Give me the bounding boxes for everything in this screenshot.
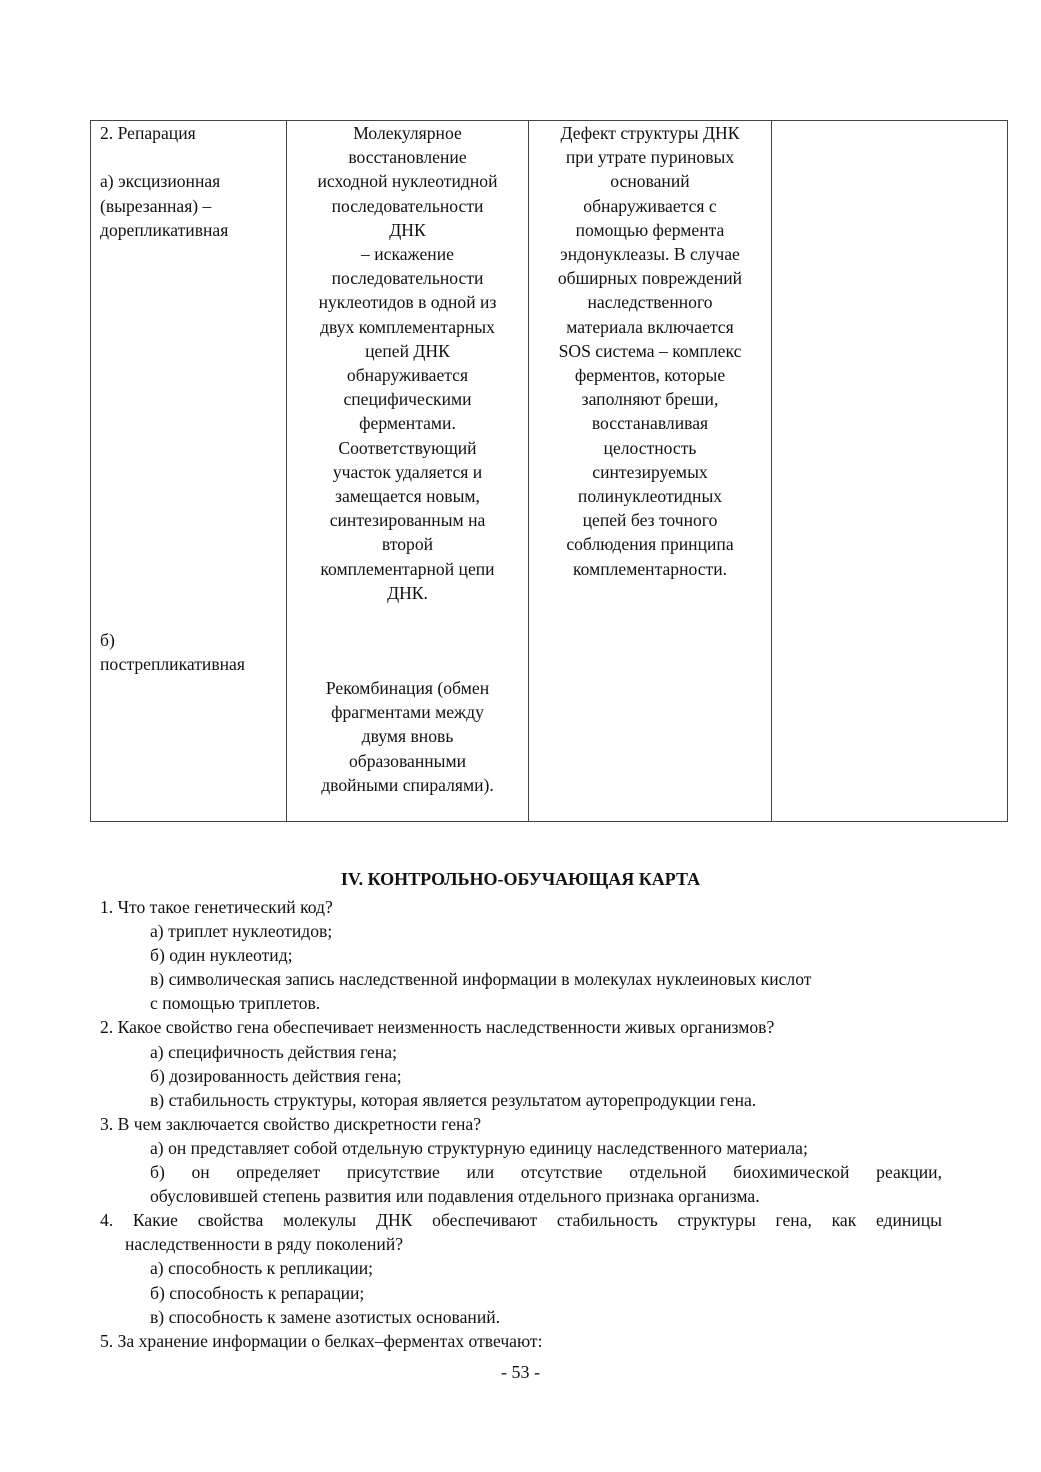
cell-line: ферментами. bbox=[359, 413, 456, 434]
cell-line: двойными спиралями). bbox=[321, 774, 494, 795]
cell-line: наследственного bbox=[587, 292, 713, 313]
cell-line: цепей без точного bbox=[582, 510, 718, 531]
question-4: 4. Какие свойства молекулы ДНК обеспечивают стабильность структуры гена, как единицы bbox=[100, 1210, 942, 1231]
table-cell-type bbox=[91, 121, 287, 822]
table-cell-mechanism bbox=[287, 121, 529, 822]
question-5: 5. За хранение информации о белках–ферментах отвечают: bbox=[100, 1330, 543, 1351]
cell-line: дорепликативная bbox=[100, 219, 229, 240]
cell-line bbox=[100, 145, 286, 169]
cell-line: б) bbox=[100, 630, 115, 650]
answer-option: а) специфичность действия гена; bbox=[150, 1041, 397, 1062]
cell-line: синтезируемых bbox=[592, 461, 708, 482]
page-number: - 53 - bbox=[501, 1362, 540, 1382]
answer-option: б) один нуклеотид; bbox=[150, 945, 293, 966]
cell-line: заполняют бреши, bbox=[581, 389, 719, 410]
cell-line: нуклеотидов в одной из bbox=[318, 292, 497, 313]
cell-line: полинуклеотидных bbox=[577, 486, 723, 507]
cell-line: соблюдения принципа bbox=[566, 534, 734, 555]
answer-option: в) символическая запись наследственной информации в молекулах нуклеиновых кислот bbox=[150, 969, 812, 990]
answer-option-continued: обусловившей степень развития или подавления отдельного признака организма. bbox=[150, 1186, 760, 1207]
cell-line: последовательности bbox=[331, 195, 484, 216]
table-row bbox=[91, 121, 1008, 822]
cell-line: образованными bbox=[348, 750, 467, 771]
cell-line: второй bbox=[381, 534, 434, 555]
cell-line: эндонуклеазы. В случае bbox=[560, 244, 740, 265]
cell-line: обнаруживается с bbox=[583, 195, 717, 216]
table-cell-description bbox=[529, 121, 772, 822]
cell-line: Дефект структуры ДНК bbox=[560, 123, 740, 143]
cell-line: SOS система – комплекс bbox=[558, 340, 742, 361]
cell-line: комплементарной цепи bbox=[320, 558, 495, 579]
repair-type-b bbox=[91, 628, 286, 676]
answer-option: а) он представляет собой отдельную структурную единицу наследственного материала; bbox=[150, 1137, 808, 1158]
repair-table bbox=[90, 120, 1008, 822]
cell-line: ДНК. bbox=[387, 582, 428, 603]
cell-line: комплементарности. bbox=[572, 558, 728, 579]
answer-option: а) способность к репликации; bbox=[150, 1258, 374, 1279]
answer-option: в) способность к замене азотистых оснований. bbox=[150, 1306, 501, 1327]
cell-line: (вырезанная) – bbox=[100, 195, 212, 216]
question-3: 3. В чем заключается свойство дискретности гена? bbox=[100, 1113, 482, 1134]
answer-option-continued: с помощью триплетов. bbox=[150, 993, 321, 1014]
cell-line: специфическими bbox=[343, 389, 472, 410]
cell-line: участок удаляется и bbox=[332, 461, 483, 482]
cell-line: восстанавливая bbox=[591, 413, 709, 434]
question-1: 1. Что такое генетический код? bbox=[100, 897, 333, 917]
cell-line: ферментов, которые bbox=[574, 365, 726, 386]
cell-line: исходной нуклеотидной bbox=[317, 171, 498, 192]
cell-line: при утрате пуриновых bbox=[565, 147, 735, 168]
cell-line: Молекулярное bbox=[353, 123, 462, 143]
mechanism-excision bbox=[287, 121, 528, 605]
answer-option: в) стабильность структуры, которая является результатом ауторепродукции гена. bbox=[150, 1089, 757, 1110]
cell-line: двумя вновь bbox=[361, 726, 454, 747]
question-2: 2. Какое свойство гена обеспечивает неизменность наследственности живых организмов? bbox=[100, 1017, 775, 1038]
quiz-list bbox=[0, 895, 1041, 1353]
answer-option: б) он определяет присутствие или отсутствие отдельной биохимической реакции, bbox=[150, 1162, 942, 1183]
answer-option: а) триплет нуклеотидов; bbox=[150, 921, 333, 942]
answer-option: б) дозированность действия гена; bbox=[150, 1065, 402, 1086]
cell-line: фрагментами между bbox=[331, 702, 484, 723]
cell-line: ДНК bbox=[389, 219, 426, 240]
answer-option: б) способность к репарации; bbox=[150, 1282, 365, 1303]
cell-line: пострепликативная bbox=[100, 654, 245, 675]
cell-line: – искажение bbox=[361, 244, 454, 265]
section-heading: IV. КОНТРОЛЬНО-ОБУЧАЮЩАЯ КАРТА bbox=[340, 869, 701, 889]
cell-line: восстановление bbox=[348, 147, 467, 168]
cell-line: двух комплементарных bbox=[320, 316, 495, 337]
defect-description bbox=[529, 121, 771, 581]
cell-line: целостность bbox=[603, 437, 697, 458]
mechanism-recombination bbox=[287, 676, 528, 797]
table-cell-empty bbox=[772, 121, 1008, 822]
cell-line: обширных повреждений bbox=[557, 268, 743, 289]
cell-line: а) эксцизионная bbox=[100, 171, 221, 192]
repair-type-a bbox=[91, 121, 286, 242]
cell-line: 2. Репарация bbox=[100, 123, 196, 143]
cell-line: замещается новым, bbox=[335, 486, 480, 507]
cell-line: цепей ДНК bbox=[365, 340, 450, 361]
cell-line: помощью фермента bbox=[575, 219, 725, 240]
cell-line: Рекомбинация (обмен bbox=[325, 678, 490, 698]
cell-line: Соответствующий bbox=[338, 437, 477, 458]
question-4-continued: наследственности в ряду поколений? bbox=[125, 1234, 404, 1255]
cell-line: последовательности bbox=[331, 268, 484, 289]
cell-line: синтезированным на bbox=[329, 510, 486, 531]
cell-line: материала включается bbox=[566, 316, 734, 337]
cell-line: обнаруживается bbox=[346, 365, 469, 386]
cell-line: оснований bbox=[610, 171, 690, 192]
